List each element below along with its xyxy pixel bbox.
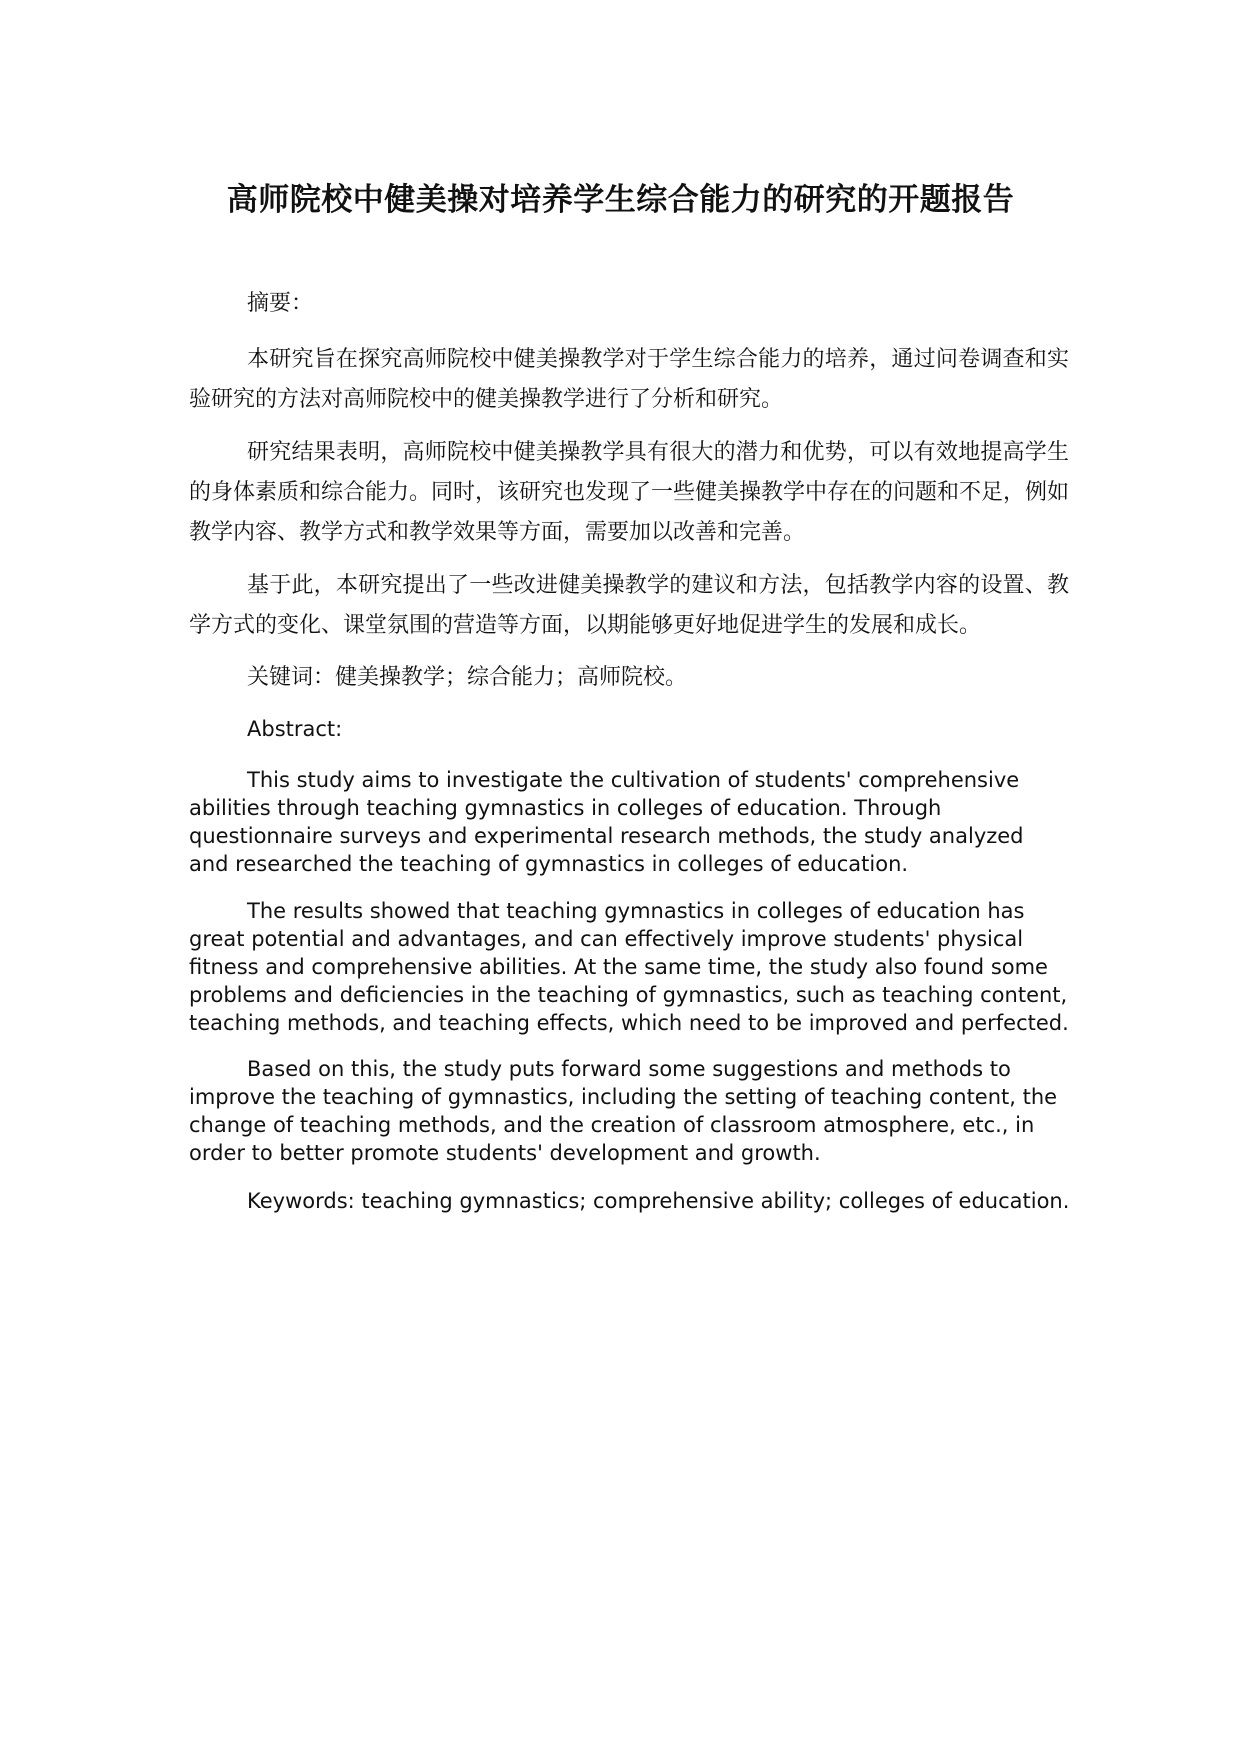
zh-abstract-label: 摘要： (247, 291, 314, 316)
en-paragraph-3: Based on this, the study puts forward some suggestions and methods to improve the teaching of gymnastics, including the setting of teaching content, the change of teaching methods, and the creation of classroom atmosphere, etc., in order to better promote students' development and growth. (189, 1057, 1058, 1165)
zh-paragraph-3: 基于此，本研究提出了一些改进健美操教学的建议和方法，包括教学内容的设置、教学方式的变化、课堂氛围的营造等方面，以期能够更好地促进学生的发展和成长。 (189, 573, 1069, 638)
en-keywords: Keywords: teaching gymnastics; comprehensive ability; colleges of education. (247, 1189, 1070, 1213)
en-paragraph-1: This study aims to investigate the cultivation of students' comprehensive abilities through teaching gymnastics in colleges of education. Through questionnaire surveys and experimental research methods, the study analyzed and researched the teaching of gymnastics in colleges of education. (189, 768, 1024, 876)
zh-keywords: 关键词：健美操教学；综合能力；高师院校。 (247, 665, 688, 690)
zh-paragraph-2: 研究结果表明，高师院校中健美操教学具有很大的潜力和优势，可以有效地提高学生的身体素质和综合能力。同时，该研究也发现了一些健美操教学中存在的问题和不足，例如教学内容、教学方式和教学效果等方面，需要加以改善和完善。 (189, 440, 1070, 545)
document-title: 高师院校中健美操对培养学生综合能力的研究的开题报告 (226, 182, 1015, 218)
en-paragraph-2: The results showed that teaching gymnastics in colleges of education has great potential and advantages, and can effectively improve students' physical fitness and comprehensive abilities. At the same time, the study also found some problems and deficiencies in the teaching of gymnastics, such as teaching content, teaching methods, and teaching effects, which need to be improved and perfected. (189, 899, 1069, 1035)
zh-paragraph-1: 本研究旨在探究高师院校中健美操教学对于学生综合能力的培养，通过问卷调查和实验研究的方法对高师院校中的健美操教学进行了分析和研究。 (189, 347, 1069, 412)
en-abstract-label: Abstract: (247, 717, 343, 741)
